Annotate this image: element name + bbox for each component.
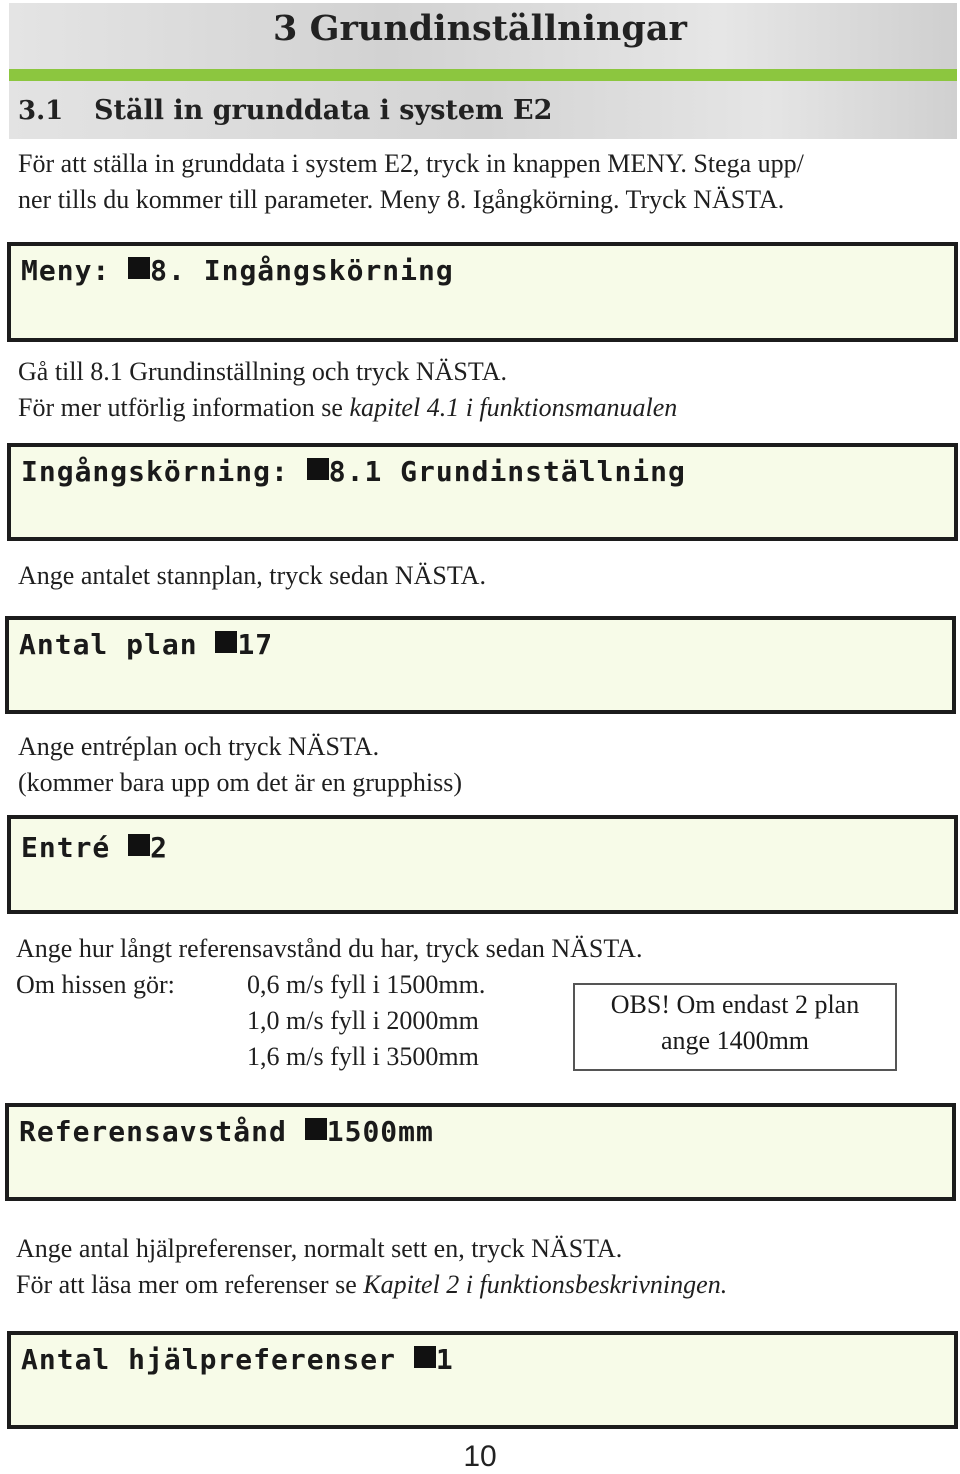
cursor-block-icon — [128, 834, 150, 856]
step5-reference: Kapitel 2 i funktionsbeskrivningen. — [363, 1270, 728, 1299]
step1-reference: kapitel 4.1 i funktionsmanualen — [349, 393, 678, 422]
speed-row-1: 0,6 m/s fyll i 1500mm. — [247, 970, 486, 999]
display-plan-value: 17 — [237, 628, 274, 661]
section-title: Ställ in grunddata i system E2 — [94, 95, 553, 126]
step5-line-1: Ange antal hjälpreferenser, normalt sett en, tryck NÄSTA. — [16, 1234, 623, 1263]
step5-line-2 — [16, 1267, 727, 1303]
display-entre-text — [21, 831, 168, 864]
display-plan-text — [19, 628, 273, 661]
display-hjalpreferenser — [7, 1331, 958, 1429]
step1-line-2-prefix: För mer utförlig information se — [18, 393, 350, 422]
display-help-label: Antal hjälpreferenser — [21, 1343, 397, 1376]
display-menu-text — [21, 254, 454, 287]
display-grund-text — [21, 455, 686, 488]
display-entre — [7, 815, 958, 914]
display-menu-label: Meny: — [21, 254, 111, 287]
step1-line-1: Gå till 8.1 Grundinställning och tryck NÄSTA. — [18, 357, 507, 386]
display-menu-value: 8. Ingångskörning — [150, 254, 454, 287]
obs-line-2: ange 1400mm — [660, 1026, 810, 1055]
step4-line-1: Ange hur långt referensavstånd du har, tryck sedan NÄSTA. — [16, 934, 643, 963]
display-grundinstallning — [7, 443, 958, 541]
step5-line-2-prefix: För att läsa mer om referenser se — [16, 1270, 364, 1299]
display-menu — [7, 242, 958, 342]
obs-note-box — [573, 983, 897, 1071]
display-help-text — [21, 1343, 454, 1376]
section-number: 3.1 — [18, 96, 64, 126]
chapter-title: 3 Grundinställningar — [273, 8, 687, 49]
cursor-block-icon — [414, 1346, 436, 1368]
header-accent-line — [9, 69, 957, 81]
cursor-block-icon — [128, 257, 150, 279]
display-help-value: 1 — [435, 1343, 454, 1376]
display-grund-label: Ingångskörning: — [21, 455, 289, 488]
display-ref-label: Referensavstånd — [19, 1115, 287, 1148]
speed-row-3: 1,6 m/s fyll i 3500mm — [247, 1042, 479, 1071]
cursor-block-icon — [215, 631, 237, 653]
intro-line-1: För att ställa in grunddata i system E2, tryck in knappen MENY. Stega upp/ — [18, 149, 804, 178]
display-ref-text — [19, 1115, 434, 1148]
page-number: 10 — [463, 1440, 497, 1473]
display-antal-plan — [5, 616, 956, 714]
step2-line-1: Ange antalet stannplan, tryck sedan NÄSTA. — [18, 561, 486, 590]
display-referensavstand — [5, 1103, 956, 1201]
display-grund-value: 8.1 Grundinställning — [328, 455, 686, 488]
cursor-block-icon — [307, 458, 329, 480]
step3-line-1: Ange entréplan och tryck NÄSTA. — [18, 732, 380, 761]
step4-label: Om hissen gör: — [16, 970, 175, 999]
display-ref-value: 1500mm — [326, 1115, 434, 1148]
display-entre-value: 2 — [150, 831, 169, 864]
display-entre-label: Entré — [21, 831, 111, 864]
speed-row-2: 1,0 m/s fyll i 2000mm — [247, 1006, 479, 1035]
cursor-block-icon — [305, 1118, 327, 1140]
display-plan-label: Antal plan — [19, 628, 198, 661]
intro-line-2: ner tills du kommer till parameter. Meny 8. Igångkörning. Tryck NÄSTA. — [18, 185, 785, 214]
obs-line-1: OBS! Om endast 2 plan — [610, 990, 860, 1019]
step3-line-2: (kommer bara upp om det är en grupphiss) — [18, 768, 463, 797]
step1-line-2 — [18, 390, 677, 426]
